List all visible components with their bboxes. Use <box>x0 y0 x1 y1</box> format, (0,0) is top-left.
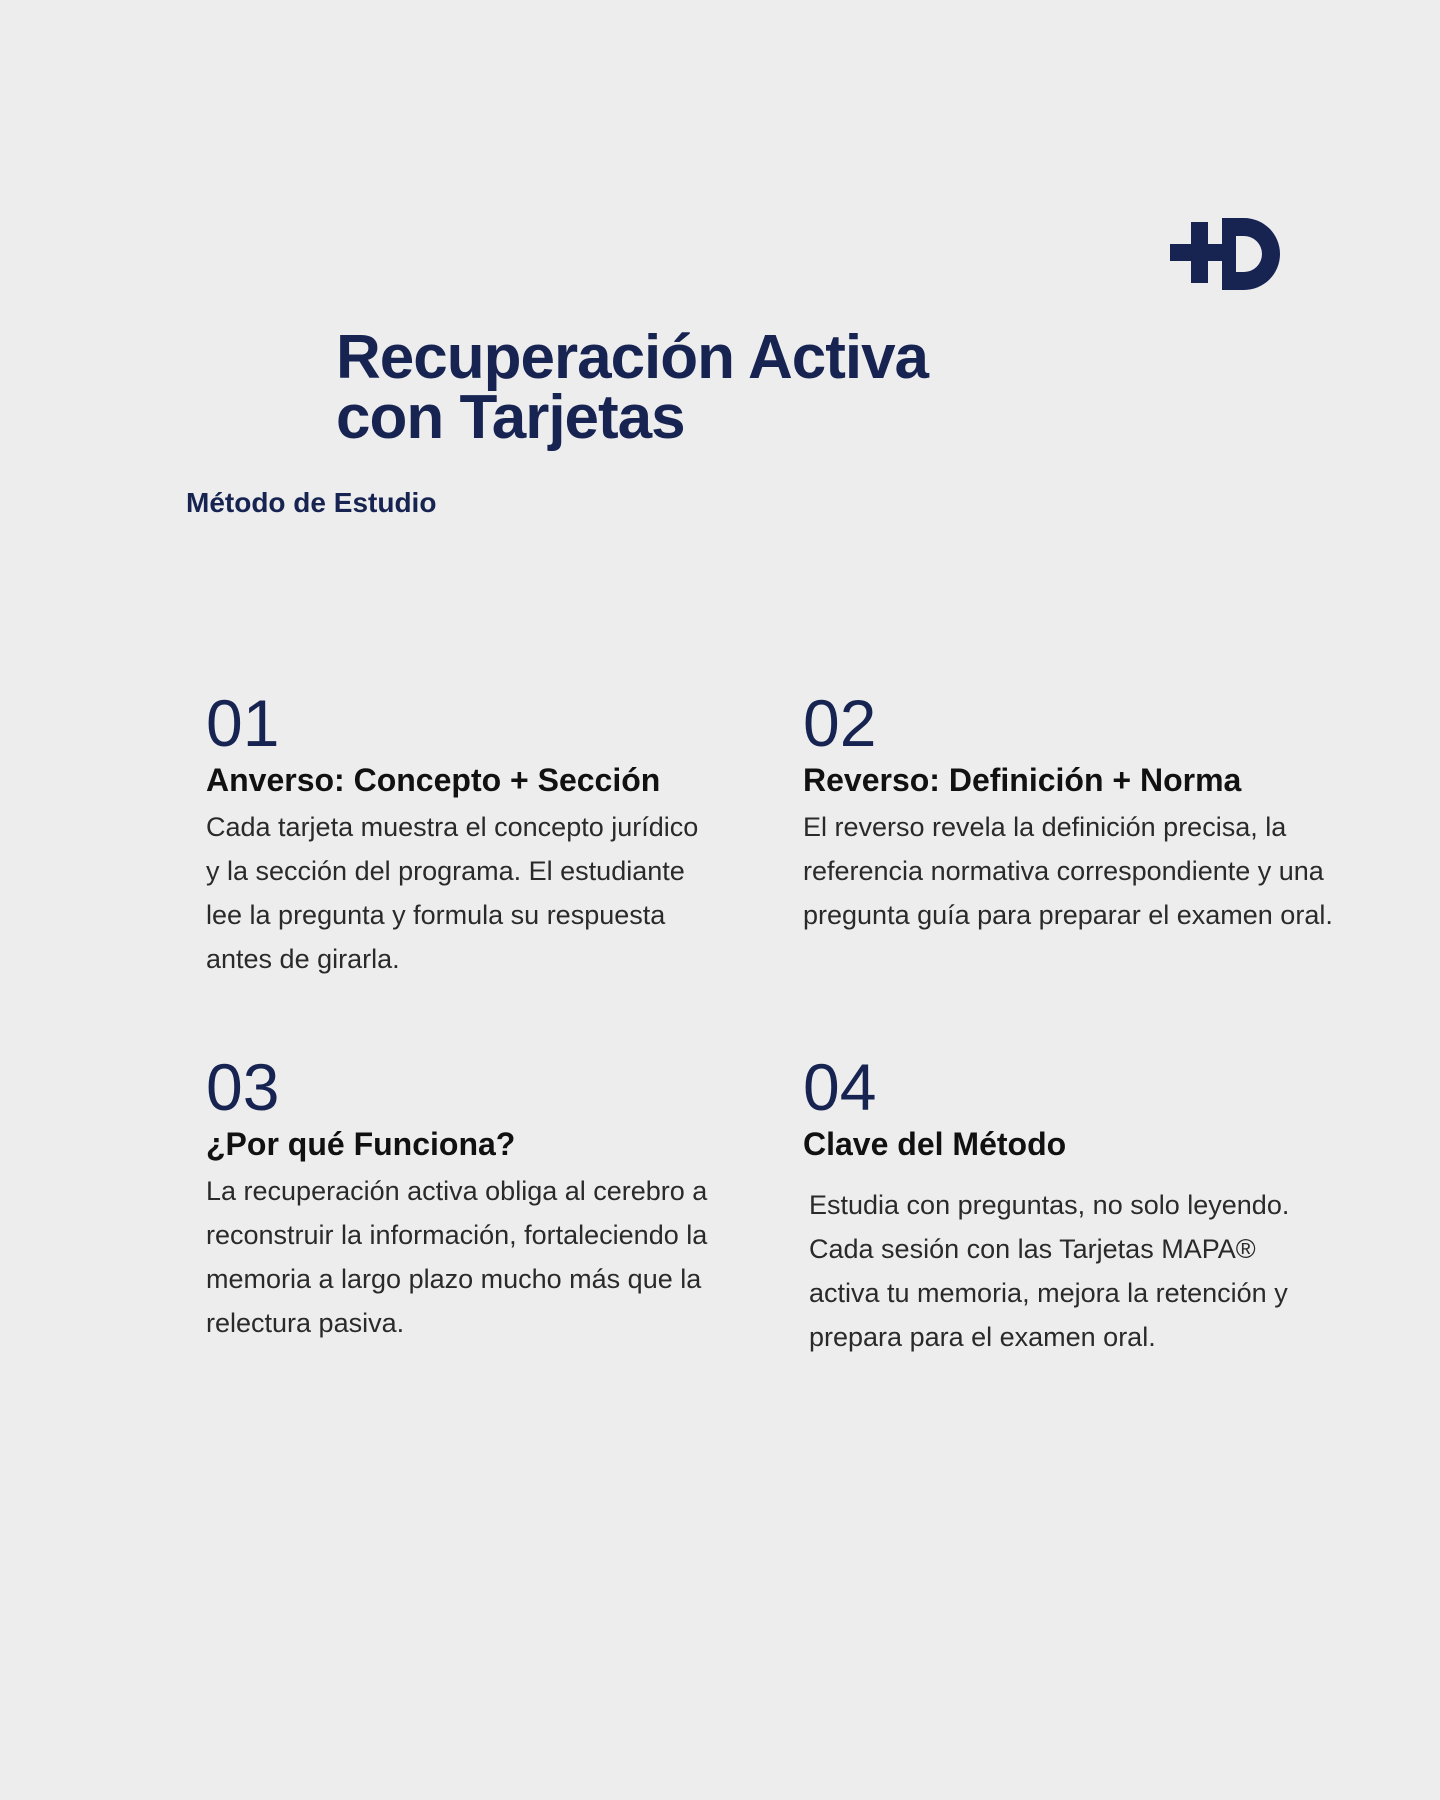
page-title-line-2: con Tarjetas <box>336 383 685 452</box>
brand-logo <box>1170 210 1290 302</box>
page-title <box>336 323 929 452</box>
method-step-4 <box>803 1052 1323 1359</box>
step-number: 04 <box>803 1050 877 1124</box>
page-subtitle: Método de Estudio <box>186 487 437 518</box>
step-heading: Clave del Método <box>803 1126 1067 1162</box>
method-step-2 <box>803 688 1343 937</box>
step-heading: Reverso: Definición + Norma <box>803 762 1242 798</box>
step-description: Estudia con preguntas, no solo leyendo. Cada sesión con las Tarjetas MAPA® activa tu memoria, mejora la retención y prepara para el examen oral. <box>809 1190 1290 1352</box>
step-heading: Anverso: Concepto + Sección <box>206 762 661 798</box>
method-step-1 <box>206 688 706 981</box>
step-heading: ¿Por qué Funciona? <box>206 1126 516 1162</box>
step-number: 03 <box>206 1050 280 1124</box>
step-description: El reverso revela la definición precisa, la referencia normativa correspondiente y una pregunta guía para preparar el examen oral. <box>803 812 1333 930</box>
step-number: 02 <box>803 686 877 760</box>
step-number: 01 <box>206 686 280 760</box>
method-step-3 <box>206 1052 726 1345</box>
step-description: La recuperación activa obliga al cerebro a reconstruir la información, fortaleciendo la memoria a largo plazo mucho más que la relectura pasiva. <box>206 1176 708 1338</box>
step-description: Cada tarjeta muestra el concepto jurídico y la sección del programa. El estudiante lee la pregunta y formula su respuesta antes de girarla. <box>206 812 699 974</box>
page-title-line-1: Recuperación Activa <box>336 323 929 392</box>
plus-d-logo-icon <box>1170 210 1290 302</box>
